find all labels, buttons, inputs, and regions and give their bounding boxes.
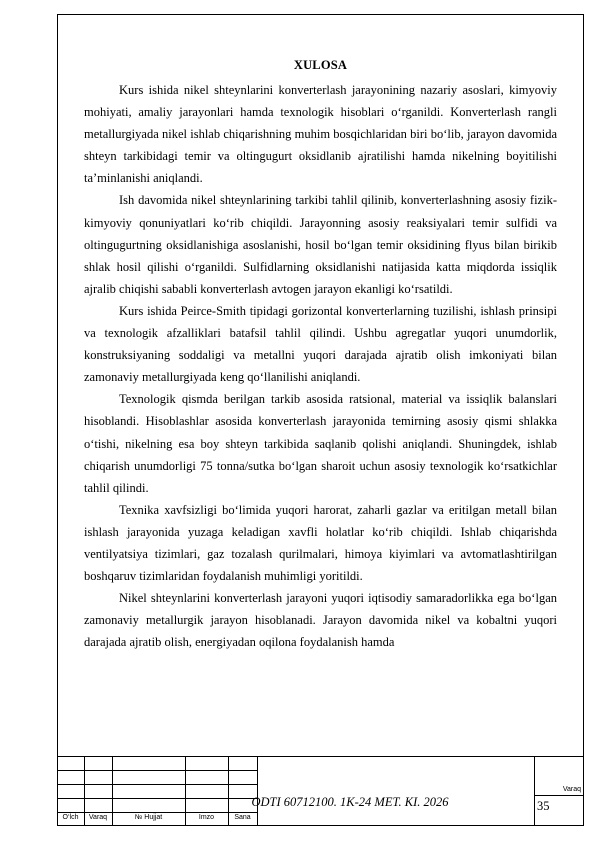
document-code: ODTI 60712100. 1K-24 MET. KI. 2026: [251, 795, 449, 809]
col-label-hujjat: № Hujjat: [134, 814, 163, 821]
col-label-varaq: Varaq: [88, 814, 108, 821]
page-number: 35: [537, 799, 550, 813]
title-block-line: [57, 770, 257, 771]
title-block-line: [57, 784, 257, 785]
title-block-top-line: [57, 756, 584, 757]
title-block-divider: [257, 756, 258, 826]
title-block-line: [534, 795, 584, 796]
paragraph-4: Texnologik qismda berilgan tarkib asosida ratsional, material va issiqlik balanslari hisoblandi. Hisoblashlar asosida konverterlash jarayonida temirning asosiy qismi shlakka o‘tishi, nikelning esa boy shteyn tarkibida saqlanib qolishi aniqlandi. Shuningdek, ishlab chiqarish unumdorligi 75 tonna/sutka bo‘lgan sharoit uchun asosiy texnologik ko‘rsatkichlar tahlil qilindi.: [84, 392, 557, 495]
page-heading: XULOSA: [293, 58, 348, 72]
col-label-sana: Sana: [234, 814, 251, 821]
col-label-olch: O‘lch: [62, 814, 79, 821]
col-label-imzo: Imzo: [198, 814, 215, 821]
body-text: [84, 79, 557, 653]
paragraph-3: Kurs ishida Peirce-Smith tipidagi gorizontal konverterlarning tuzilishi, ishlash prinsipi va texnologik afzalliklari batafsil tahlil qilindi. Ushbu agregatlar yuqori unumdorlik, konstruksiyaning soddaligi va metallni yuqori darajada ajratib olish imkoniyati bilan zamonaviy metallurgiyada keng qo‘llanilishi aniqlandi.: [84, 303, 557, 385]
paragraph-6: Nikel shteynlarini konverterlash jarayoni yuqori iqtisodiy samaradorlikka ega bo‘lgan zamonaviy metallurgik jarayon hisoblanadi. Jarayon davomida nikel va kobaltni yuqori darajada ajratib olish, energiyadan oqilona foydalanish hamda: [84, 591, 557, 650]
title-block-line: [57, 812, 257, 813]
page-label: Varaq: [562, 786, 581, 793]
paragraph-2: Ish davomida nikel shteynlarining tarkibi tahlil qilinib, konverterlashning asosiy fizik-kimyoviy qonuniyatlari ko‘rib chiqildi. Jarayonning asosiy reaksiyalari temir sulfidi va oltingugurtning oksidlanishiga asoslanishi, hosil bo‘lgan temir oksidining flyus bilan birikib shlak hosil qilishi o‘rganildi. Sulfidlarning oksidlanishi natijasida katta miqdorda issiqlik ajralib chiqishi sababli konverterlash avtogen jarayon ekanligi ko‘rsatildi.: [84, 193, 557, 296]
paragraph-1: Kurs ishida nikel shteynlarini konverterlash jarayonining nazariy asoslari, kimyoviy mohiyati, amaliy jarayonlari hamda texnologik hisoblari o‘rganildi. Konverterlash rangli metallurgiyada nikel ishlab chiqarishning muhim bosqichlaridan biri bo‘lib, jarayon davomida shteyn tarkibidagi temir va oltingugurt oksidlanib ajratilishi hamda nikelning boyitilishi ta’minlanishi aniqlandi.: [84, 83, 557, 186]
paragraph-5: Texnika xavfsizligi bo‘limida yuqori harorat, zaharli gazlar va eritilgan metall bilan ishlash jarayonida yuzaga keladigan xavfli holatlar ko‘rib chiqildi. Ishlab chiqarishda ventilyatsiya tizimlari, gaz tozalash qurilmalari, himoya kiyimlari va avtomatlashtirilgan boshqaruv tizimlaridan foydalanish muhimligi yoritildi.: [84, 502, 557, 584]
